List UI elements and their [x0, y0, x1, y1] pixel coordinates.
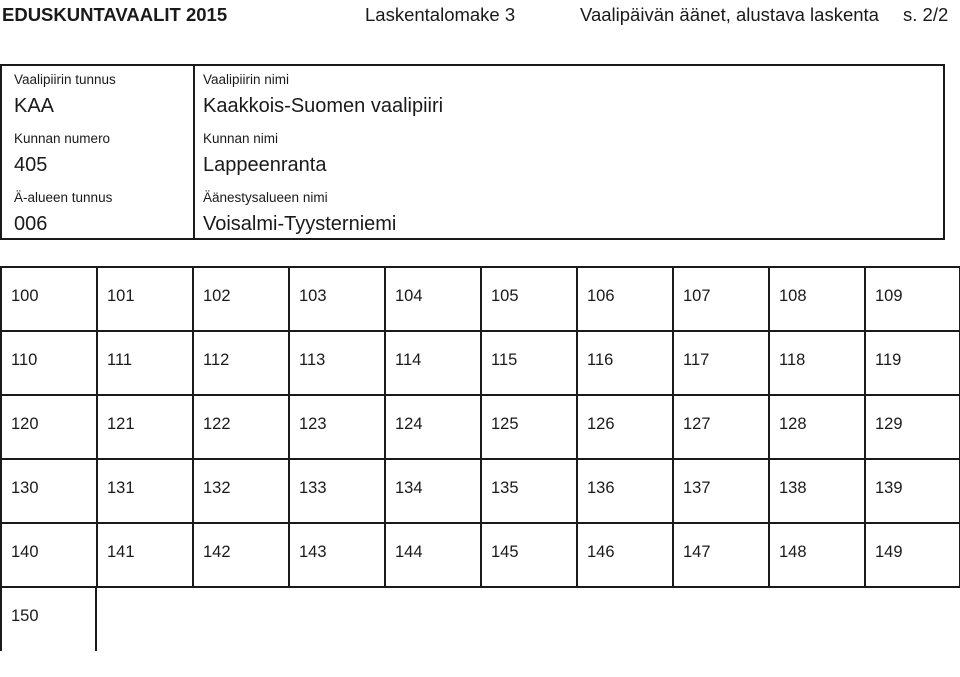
candidate-number-cell: [480, 266, 577, 331]
candidate-number: 126: [587, 415, 615, 433]
election-title: EDUSKUNTAVAALIT 2015: [2, 4, 228, 25]
candidate-number-cell: [480, 330, 577, 395]
candidate-number: 103: [299, 287, 327, 305]
candidate-number: 130: [11, 479, 39, 497]
candidate-number-cell: [192, 458, 289, 523]
candidate-number-cell: [192, 522, 289, 587]
candidate-number-cell: [0, 266, 97, 331]
candidate-number-cell: [576, 394, 673, 459]
candidate-number: 117: [683, 351, 710, 369]
area-name-label: Äänestysalueen nimi: [203, 190, 328, 205]
candidate-number: 144: [395, 543, 423, 561]
district-name: Kaakkois-Suomen vaalipiiri: [203, 95, 444, 117]
candidate-number: 141: [107, 543, 135, 561]
candidate-number: 107: [683, 287, 711, 305]
candidate-number-cell: [96, 458, 193, 523]
page-number: s. 2/2: [903, 4, 949, 25]
candidate-number-cell: [768, 522, 865, 587]
candidate-number: 133: [299, 479, 327, 497]
candidate-number-cell: [96, 522, 193, 587]
candidate-number: 113: [299, 351, 326, 369]
candidate-number-cell: [864, 394, 960, 459]
candidate-number-cell: [576, 330, 673, 395]
candidate-number: 124: [395, 415, 423, 433]
candidate-number: 119: [875, 351, 902, 369]
candidate-number: 118: [779, 351, 806, 369]
district-code-label: Vaalipiirin tunnus: [14, 72, 116, 87]
form-description: Vaalipäivän äänet, alustava laskenta: [580, 4, 879, 25]
candidate-number-cell: [0, 458, 97, 523]
info-divider: [193, 66, 195, 238]
candidate-number: 132: [203, 479, 231, 497]
candidate-number: 102: [203, 287, 231, 305]
candidate-number-cell: [0, 586, 97, 651]
candidate-number: 122: [203, 415, 231, 433]
candidate-number-cell: [480, 522, 577, 587]
candidate-number-cell: [864, 522, 960, 587]
candidate-number: 116: [587, 351, 614, 369]
candidate-number-cell: [288, 330, 385, 395]
candidate-number-cell: [96, 330, 193, 395]
candidate-number-cell: [480, 458, 577, 523]
candidate-number: 139: [875, 479, 903, 497]
candidate-number-cell: [384, 394, 481, 459]
candidate-number: 148: [779, 543, 807, 561]
candidate-number: 115: [491, 351, 518, 369]
candidate-number-cell: [384, 458, 481, 523]
candidate-number-cell: [864, 266, 960, 331]
municipality-number: 405: [14, 154, 48, 176]
candidate-number-cell: [192, 266, 289, 331]
candidate-number: 150: [11, 607, 39, 625]
candidate-number-cell: [0, 394, 97, 459]
candidate-number: 112: [203, 351, 230, 369]
candidate-number: 135: [491, 479, 519, 497]
candidate-number: 121: [107, 415, 135, 433]
candidate-number: 123: [299, 415, 327, 433]
candidate-number-cell: [0, 522, 97, 587]
candidate-number: 101: [107, 287, 135, 305]
candidate-number: 129: [875, 415, 903, 433]
candidate-number: 138: [779, 479, 807, 497]
candidate-number-cell: [768, 394, 865, 459]
candidate-number: 145: [491, 543, 519, 561]
area-code: 006: [14, 213, 48, 235]
area-name: Voisalmi-Tyysterniemi: [203, 213, 397, 235]
candidate-number-cell: [96, 394, 193, 459]
candidate-number: 111: [107, 351, 133, 369]
candidate-number-cell: [768, 458, 865, 523]
candidate-number: 108: [779, 287, 807, 305]
candidate-number: 134: [395, 479, 423, 497]
candidate-number: 140: [11, 543, 39, 561]
candidate-number-cell: [672, 330, 769, 395]
candidate-number-cell: [672, 458, 769, 523]
area-code-label: Ä-alueen tunnus: [14, 190, 113, 205]
candidate-number: 109: [875, 287, 903, 305]
candidate-number: 120: [11, 415, 39, 433]
candidate-number-cell: [384, 266, 481, 331]
candidate-number-cell: [672, 394, 769, 459]
candidate-number-cell: [576, 266, 673, 331]
candidate-number: 106: [587, 287, 615, 305]
candidate-number: 105: [491, 287, 519, 305]
candidate-number: 142: [203, 543, 231, 561]
candidate-number: 143: [299, 543, 327, 561]
candidate-number: 114: [395, 351, 422, 369]
candidate-number-cell: [0, 330, 97, 395]
candidate-number-cell: [96, 266, 193, 331]
district-name-label: Vaalipiirin nimi: [203, 72, 290, 87]
candidate-number-cell: [768, 266, 865, 331]
municipality-number-label: Kunnan numero: [14, 131, 111, 146]
candidate-number: 131: [107, 479, 135, 497]
candidate-number-cell: [768, 330, 865, 395]
candidate-number-cell: [192, 330, 289, 395]
form-name: Laskentalomake 3: [365, 4, 516, 25]
candidate-number-cell: [384, 330, 481, 395]
candidate-number: 137: [683, 479, 711, 497]
candidate-number: 128: [779, 415, 807, 433]
candidate-number: 136: [587, 479, 615, 497]
candidate-number-cell: [288, 266, 385, 331]
candidate-number-cell: [288, 458, 385, 523]
candidate-number: 125: [491, 415, 519, 433]
candidate-number-cell: [192, 394, 289, 459]
municipality-name-label: Kunnan nimi: [203, 131, 279, 146]
candidate-number-cell: [576, 458, 673, 523]
district-code: KAA: [14, 95, 55, 117]
candidate-number-cell: [672, 522, 769, 587]
candidate-number: 147: [683, 543, 711, 561]
candidate-number: 127: [683, 415, 711, 433]
candidate-number-cell: [576, 522, 673, 587]
candidate-number-cell: [288, 522, 385, 587]
candidate-number-cell: [480, 394, 577, 459]
candidate-number-cell: [288, 394, 385, 459]
candidate-number: 110: [11, 351, 38, 369]
info-box: [0, 64, 945, 240]
candidate-number-cell: [672, 266, 769, 331]
municipality-name: Lappeenranta: [203, 154, 327, 176]
candidate-number: 146: [587, 543, 615, 561]
candidate-number: 149: [875, 543, 903, 561]
candidate-number: 100: [11, 287, 39, 305]
candidate-number: 104: [395, 287, 423, 305]
candidate-number-cell: [384, 522, 481, 587]
candidate-number-cell: [864, 458, 960, 523]
candidate-number-cell: [864, 330, 960, 395]
grid-row-line: [0, 586, 960, 588]
